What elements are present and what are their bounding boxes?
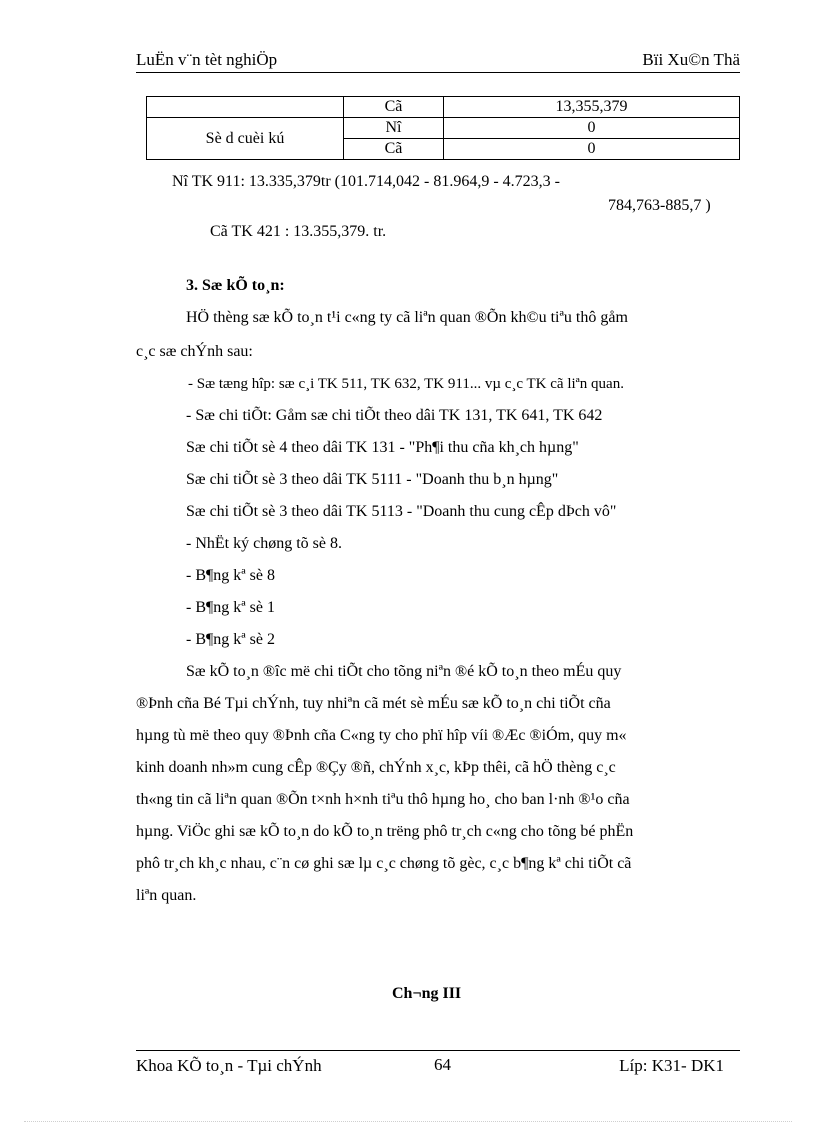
- table-cell: 0: [444, 118, 740, 139]
- table-cell: Sè d cuèi kú: [147, 118, 344, 160]
- footer-left: Khoa KÕ to¸n - Tµi chÝnh: [136, 1056, 322, 1075]
- list-item: - B¶ng kª sè 2: [186, 631, 275, 648]
- list-item: - B¶ng kª sè 1: [186, 599, 275, 616]
- page-footer: [136, 1050, 740, 1077]
- page-edge-divider: [24, 1121, 792, 1122]
- paragraph-line: HÖ thèng sæ kÕ to¸n t¹i c«ng ty cã liªn quan ®Õn kh©u tiªu thô gåm: [186, 309, 628, 326]
- text-line: Cã TK 421 : 13.355,379. tr.: [210, 223, 387, 240]
- list-item: - B¶ng kª sè 8: [186, 567, 275, 584]
- list-item: - Sæ tæng hîp: sæ c¸i TK 511, TK 632, TK 911... vµ c¸c TK cã liªn quan.: [188, 376, 624, 392]
- paragraph-line: kinh doanh nh»m cung cÊp ®Çy ®ñ, chÝnh x¸c, kÞp thêi, cã hÖ thèng c¸c: [136, 759, 616, 776]
- paragraph-line: hµng tù më theo quy ®Þnh cña C«ng ty cho phï hîp víi ®Æc ®iÓm, quy m«: [136, 727, 627, 744]
- page-header: [136, 50, 740, 73]
- paragraph-line: c¸c sæ chÝnh sau:: [136, 343, 253, 360]
- chapter-title: Ch¬ng III: [392, 985, 462, 1002]
- table-cell: Nî: [344, 118, 444, 139]
- paragraph-line: hµng. ViÖc ghi sæ kÕ to¸n do kÕ to¸n trëng phô tr¸ch c«ng cho tõng bé phËn: [136, 823, 634, 840]
- list-item: Sæ chi tiÕt sè 4 theo dâi TK 131 - "Ph¶i thu cña kh¸ch hµng": [186, 439, 579, 456]
- list-item: Sæ chi tiÕt sè 3 theo dâi TK 5113 - "Doanh thu cung cÊp dÞch vô": [186, 503, 617, 520]
- table-row: [147, 118, 740, 139]
- header-right: Bïi Xu©n Thä: [642, 50, 740, 69]
- list-item: Sæ chi tiÕt sè 3 theo dâi TK 5111 - "Doanh thu b¸n hµng": [186, 471, 559, 488]
- balance-table: [146, 96, 740, 160]
- table-cell: 13,355,379: [444, 97, 740, 118]
- page-number: 64: [434, 1055, 451, 1074]
- section-heading: 3. Sæ kÕ to¸n:: [186, 277, 285, 294]
- text-line: Nî TK 911: 13.335,379tr (101.714,042 - 81.964,9 - 4.723,3 -: [172, 173, 560, 190]
- paragraph-line: th«ng tin cã liªn quan ®Õn t×nh h×nh tiªu thô hµng ho¸ cho ban l·nh ®¹o cña: [136, 791, 630, 808]
- text-line: 784,763-885,7 ): [608, 197, 711, 214]
- table-cell: [147, 97, 344, 118]
- footer-right: Líp: K31- DK1: [619, 1056, 724, 1075]
- paragraph-line: Sæ kÕ to¸n ®îc më chi tiÕt cho tõng niªn ®é kÕ to¸n theo mÉu quy: [186, 663, 622, 680]
- list-item: - Sæ chi tiÕt: Gåm sæ chi tiÕt theo dâi TK 131, TK 641, TK 642: [186, 407, 603, 424]
- table-cell: 0: [444, 139, 740, 160]
- table-cell: Cã: [344, 97, 444, 118]
- header-left: LuËn v¨n tèt nghiÖp: [136, 50, 278, 69]
- paragraph-line: liªn quan.: [136, 887, 197, 904]
- paragraph-line: phô tr¸ch kh¸c nhau, c¨n cø ghi sæ lµ c¸c chøng tõ gèc, c¸c b¶ng kª chi tiÕt cã: [136, 855, 632, 872]
- list-item: - NhËt ký chøng tõ sè 8.: [186, 535, 342, 552]
- paragraph-line: ®Þnh cña Bé Tµi chÝnh, tuy nhiªn cã mét sè mÉu sæ kÕ to¸n chi tiÕt cña: [136, 695, 611, 712]
- table-row: [147, 97, 740, 118]
- table-cell: Cã: [344, 139, 444, 160]
